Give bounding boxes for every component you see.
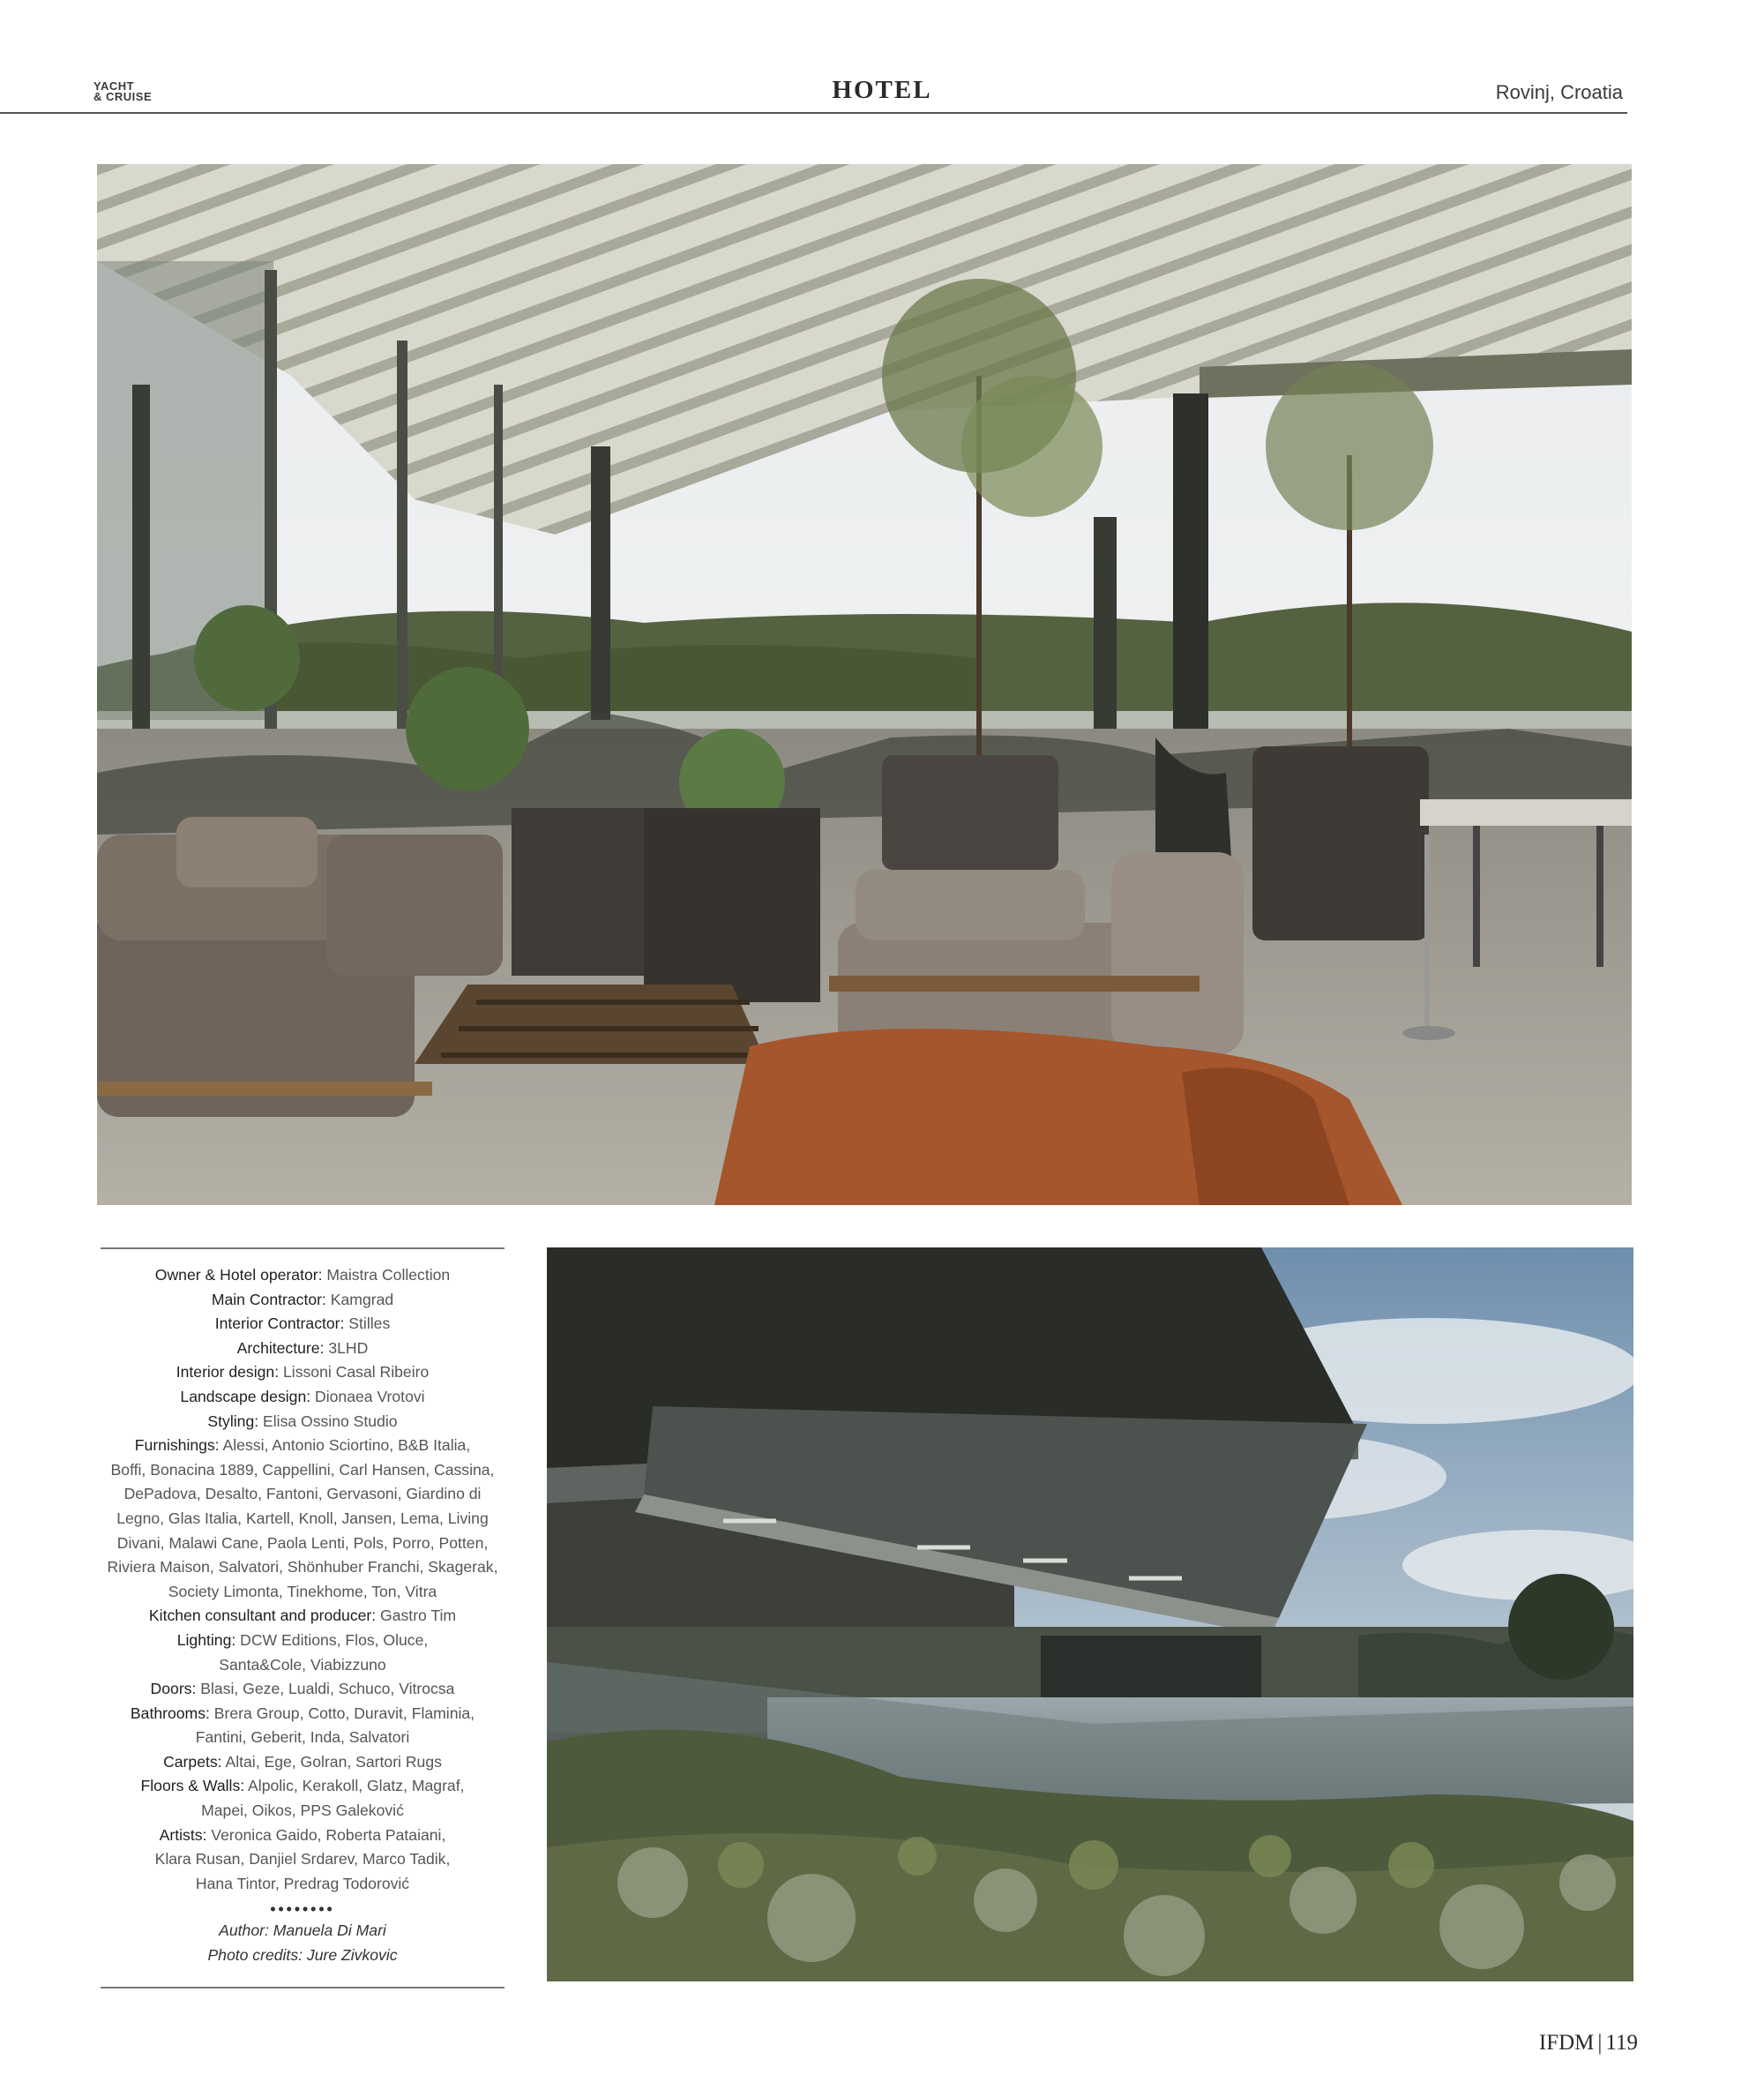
credit-label: Styling: <box>207 1412 259 1430</box>
credit-value: Divani, Malawi Cane, Paola Lenti, Pols, Porro, Potten, <box>116 1533 489 1552</box>
credit-value: 3LHD <box>324 1338 369 1357</box>
credit-line <box>95 1677 510 1702</box>
page-folio <box>1539 2031 1638 2056</box>
credit-label: Kitchen consultant and producer: <box>148 1606 377 1625</box>
credit-line <box>95 1726 510 1750</box>
credit-line <box>95 1410 510 1434</box>
credit-label: Owner & Hotel operator: <box>154 1266 323 1284</box>
terrace-photo <box>97 164 1632 1205</box>
credit-value: Brera Group, Cotto, Duravit, Flaminia, <box>209 1704 475 1722</box>
folio-divider: | <box>1597 2031 1603 2055</box>
credit-label: Bathrooms: <box>130 1704 210 1722</box>
credit-value: Kamgrad <box>325 1290 394 1308</box>
photo-credit: Photo credits: Jure Zivkovic <box>207 1946 398 1965</box>
credit-line <box>95 1288 510 1313</box>
credit-value: Hana Tintor, Predrag Todorović <box>195 1874 410 1892</box>
credit-value: Alessi, Antonio Sciortino, B&B Italia, <box>219 1436 471 1455</box>
credit-value: DePadova, Desalto, Fantoni, Gervasoni, Giardino di <box>123 1485 482 1503</box>
credit-line <box>95 1555 510 1580</box>
credit-line <box>95 1385 510 1410</box>
folio-magazine: IFDM <box>1538 2031 1595 2055</box>
credit-line <box>95 1799 510 1824</box>
credit-lines <box>95 1263 510 1896</box>
credit-line <box>95 1263 510 1288</box>
credit-value: Gastro Tim <box>376 1606 457 1625</box>
credit-value: Veronica Gaido, Roberta Pataiani, <box>206 1825 446 1844</box>
credit-line <box>95 1458 510 1483</box>
credit-label: Main Contractor: <box>211 1290 326 1308</box>
credit-label: Floors & Walls: <box>140 1777 245 1795</box>
credit-line <box>95 1434 510 1458</box>
credit-label: Lighting: <box>176 1630 236 1649</box>
header-divider <box>0 112 1627 114</box>
credit-label: Artists: <box>159 1825 207 1844</box>
credit-label: Landscape design: <box>180 1387 311 1405</box>
credit-line <box>95 1360 510 1385</box>
credit-line <box>95 1774 510 1799</box>
credit-line <box>95 1702 510 1726</box>
credit-value: Mapei, Oikos, PPS Galeković <box>201 1801 404 1820</box>
section-title: HOTEL <box>832 76 932 104</box>
credit-label: Interior Contractor: <box>214 1314 345 1333</box>
credit-value: Alpolic, Kerakoll, Glatz, Magraf, <box>244 1777 465 1795</box>
credit-value: Society Limonta, Tinekhome, Ton, Vitra <box>168 1582 437 1600</box>
page-number: 119 <box>1605 2031 1638 2055</box>
logo-line-2: & CRUISE <box>93 90 153 103</box>
credit-line <box>95 1750 510 1775</box>
credit-value: Legno, Glas Italia, Kartell, Knoll, Jansen, Lema, Living <box>116 1509 489 1527</box>
credit-value: Klara Rusan, Danjiel Srdarev, Marco Tadik, <box>154 1850 451 1869</box>
credit-value: Riviera Maison, Salvatori, Shönhuber Franchi, Skagerak, <box>107 1558 498 1576</box>
credits-top-rule <box>101 1247 505 1249</box>
credit-value: Dionaea Vrotovi <box>310 1387 425 1405</box>
credit-label: Architecture: <box>236 1338 325 1357</box>
credit-line <box>95 1337 510 1361</box>
credit-label: Furnishings: <box>134 1436 220 1455</box>
credit-label: Carpets: <box>163 1752 222 1771</box>
credit-value: Fantini, Geberit, Inda, Salvatori <box>195 1728 410 1747</box>
credit-value: Stilles <box>344 1314 391 1333</box>
logo-line-1: YACHT <box>93 79 135 93</box>
credit-line <box>95 1629 510 1653</box>
credit-line <box>95 1482 510 1507</box>
credit-line <box>95 1507 510 1532</box>
credit-line <box>95 1604 510 1629</box>
credit-line <box>95 1653 510 1678</box>
credit-value: Maistra Collection <box>322 1266 451 1284</box>
separator-dots: •••••••• <box>270 1900 335 1919</box>
author-credit: Author: Manuela Di Mari <box>219 1921 386 1940</box>
magazine-logo <box>93 81 152 102</box>
credit-value: Santa&Cole, Viabizzuno <box>219 1655 386 1674</box>
credit-label: Doors: <box>150 1680 197 1698</box>
credit-line <box>95 1824 510 1848</box>
credit-value: DCW Editions, Flos, Oluce, <box>235 1630 429 1649</box>
project-credits <box>95 1263 510 1968</box>
credit-value: Blasi, Geze, Lualdi, Schuco, Vitrocsa <box>196 1680 455 1698</box>
credit-value: Boffi, Bonacina 1889, Cappellini, Carl Hansen, Cassina, <box>110 1460 495 1479</box>
credit-line <box>95 1872 510 1897</box>
credit-line <box>95 1580 510 1605</box>
credit-line <box>95 1847 510 1872</box>
credits-bottom-rule <box>101 1987 505 1988</box>
location-label: Rovinj, Croatia <box>1495 81 1623 103</box>
credit-value: Elisa Ossino Studio <box>258 1412 398 1430</box>
exterior-photo <box>547 1247 1633 1981</box>
credit-value: Altai, Ege, Golran, Sartori Rugs <box>221 1752 442 1771</box>
credit-line <box>95 1312 510 1337</box>
credit-line <box>95 1532 510 1556</box>
credit-value: Lissoni Casal Ribeiro <box>279 1363 430 1382</box>
credit-label: Interior design: <box>176 1363 280 1382</box>
